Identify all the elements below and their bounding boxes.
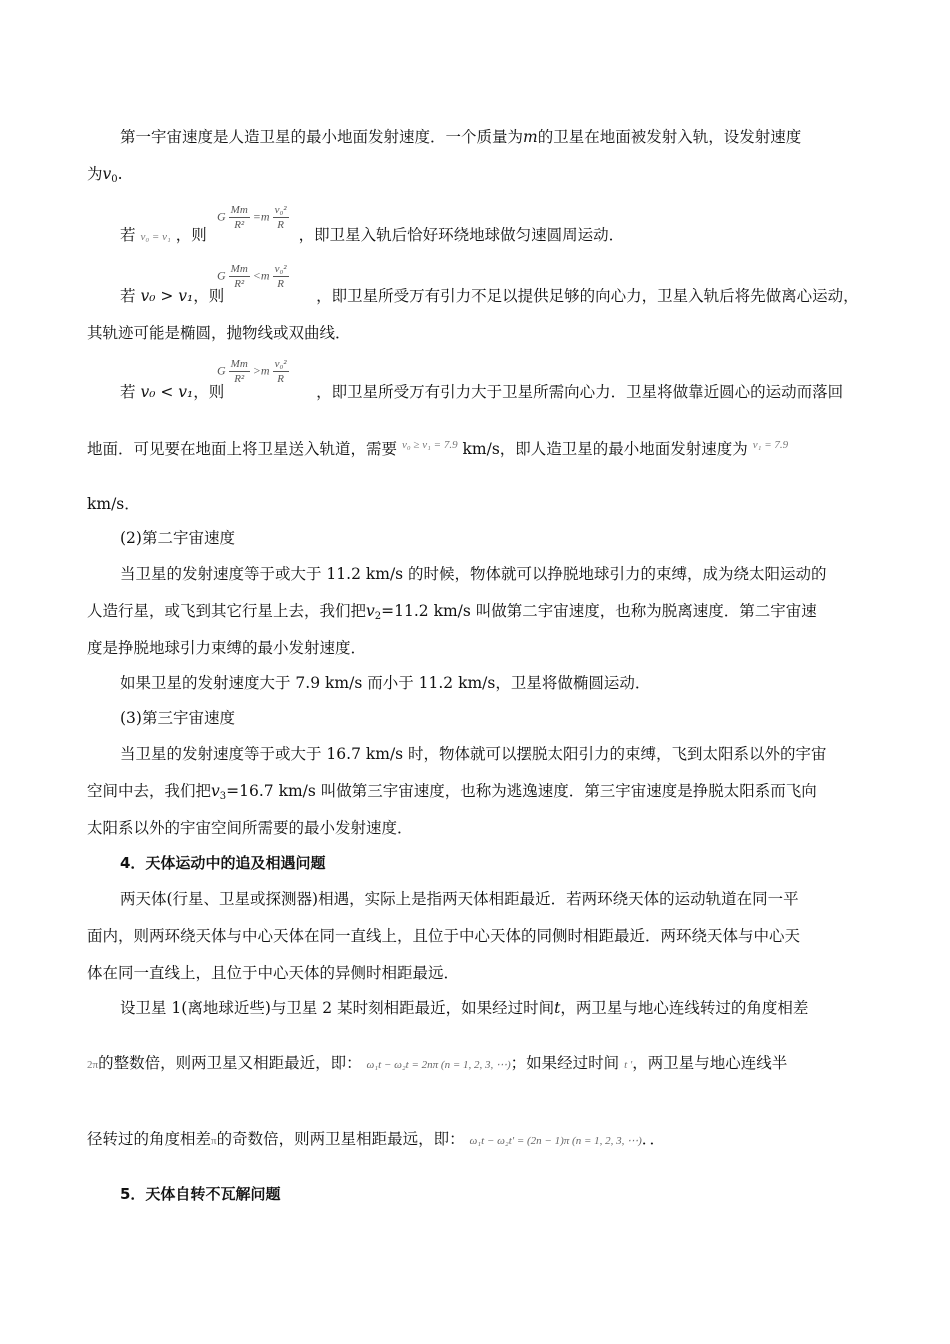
var-v2: v (366, 602, 375, 620)
text: (2)第二宇宙速度 (120, 529, 235, 547)
text: =16.7 km/s 叫做第三宇宙速度，也称为逃逸速度．第三宇宙速度是挣脱太阳系而飞向 (226, 782, 817, 800)
text: 4．天体运动中的追及相遇问题 (120, 854, 326, 872)
case-equal (120, 224, 624, 248)
text: 两天体(行星、卫星或探测器)相遇，实际上是指两天体相距最近．若两环绕天体的运动轨道在同一平 (120, 890, 799, 908)
text: ，则 (175, 226, 207, 244)
condition-formula: v₀ ≥ v₁ = 7.9 (401, 439, 458, 451)
section-4-p2 (87, 925, 800, 947)
text: 若 (120, 287, 136, 305)
text: km/s，即人造卫星的最小地面发射速度为 (462, 440, 748, 458)
text: 的卫星在地面被发射入轨，设发射速度 (537, 128, 802, 146)
text: 径转过的角度相差 (87, 1130, 212, 1148)
section-4-p3 (87, 962, 459, 984)
text: 当卫星的发射速度等于或大于 16.7 km/s 时，物体就可以摆脱太阳引力的束缚，飞到太阳系以外的宇宙 (120, 745, 827, 763)
text: ，则 (193, 287, 225, 305)
text: 的奇数倍，则两卫星相距最远，即： (216, 1130, 465, 1148)
text: 当卫星的发射速度等于或大于 11.2 km/s 的时候，物体就可以挣脱地球引力的束缚，成为绕太阳运动的 (120, 565, 827, 583)
section-2-title (120, 527, 235, 549)
condition-formula: v₀ = v₁ (140, 231, 171, 243)
sub-2: 2 (374, 611, 382, 622)
text: 面内，则两环绕天体与中心天体在同一直线上，且位于中心天体的同侧时相距最近．两环绕天体与中心天 (87, 927, 801, 945)
para-first-cosmic-1 (120, 126, 801, 148)
heading-4 (120, 852, 325, 874)
formula-less: G $\frac{Mm}{\text{R²}}$ >m $\frac{\text{v₀²}}{R}$ (217, 358, 287, 385)
case-greater-cont (87, 322, 351, 344)
para-first-cosmic-2 (87, 163, 123, 191)
sub-3: 3 (219, 791, 227, 802)
text: (3)第三宇宙速度 (120, 709, 235, 727)
formula-farthest: ω₁t − ω₂t' = (2n − 1)π (n = 1, 2, 3, ⋯) (469, 1135, 642, 1147)
text: 人造行星，或飞到其它行星上去，我们把 (87, 602, 367, 620)
formula-pi: π (211, 1135, 217, 1147)
case-less-cont (87, 434, 788, 460)
section-2-p1 (120, 563, 827, 585)
section-2-p2 (87, 600, 817, 628)
condition-formula: v₀ > v₁ (140, 287, 194, 305)
text: 若 (120, 226, 136, 244)
section-4-p6 (87, 1128, 665, 1152)
text: ，则 (193, 383, 225, 401)
text: ，两卫星与地心连线转过的角度相差 (560, 999, 809, 1017)
section-3-p3 (87, 817, 413, 839)
formula-2pi: 2π (87, 1059, 99, 1071)
kms-line (87, 493, 140, 515)
section-2-p4 (120, 672, 650, 694)
formula-equal: G $\frac{Mm}{\text{R²}}$ =m $\frac{\text{v₀²}}{R}$ (217, 204, 287, 231)
var-v3: v (211, 782, 220, 800)
text: 5．天体自转不瓦解问题 (120, 1185, 281, 1203)
text: 空间中去，我们把 (87, 782, 212, 800)
section-3-title (120, 707, 235, 729)
section-4-p4 (120, 997, 808, 1019)
text: 第一宇宙速度是人造卫星的最小地面发射速度．一个质量为 (120, 128, 524, 146)
text: ，即卫星入轨后恰好环绕地球做匀速圆周运动． (298, 226, 625, 244)
heading-5 (120, 1183, 280, 1205)
formula-t-prime: t ' (624, 1059, 633, 1071)
text: 其轨迹可能是椭圆，抛物线或双曲线． (87, 324, 351, 342)
formula-closest: ω₁t − ω₂t = 2nπ (n = 1, 2, 3, ⋯) (366, 1059, 511, 1071)
section-2-p3 (87, 637, 366, 659)
text: 如果卫星的发射速度大于 7.9 km/s 而小于 11.2 km/s，卫星将做椭圆运动． (120, 674, 651, 692)
text: ．． (641, 1130, 666, 1148)
text: 若 (120, 383, 136, 401)
formula-greater: G $\frac{Mm}{\text{R²}}$ <m $\frac{\text{v₀²}}{R}$ (217, 263, 287, 290)
text: 地面．可见要在地面上将卫星送入轨道，需要 (87, 440, 398, 458)
text: ，即卫星所受万有引力不足以提供足够的向心力，卫星入轨后将先做离心运动， (316, 287, 859, 305)
text: 的整数倍，则两卫星又相距最近，即： (98, 1054, 362, 1072)
text: . (117, 165, 123, 183)
condition-formula: v₁ = 7.9 (752, 439, 789, 451)
condition-formula: v₀ < v₁ (140, 383, 194, 401)
text: 设卫星 1(离地球近些)与卫星 2 某时刻相距最近，如果经过时间 (120, 999, 555, 1017)
text: km/s． (87, 495, 140, 513)
text: =11.2 km/s 叫做第二宇宙速度，也称为脱离速度．第二宇宙速 (381, 602, 817, 620)
text: ；如果经过时间 (510, 1054, 620, 1072)
text: 为 (87, 165, 103, 183)
section-4-p1 (120, 888, 799, 910)
text: 太阳系以外的宇宙空间所需要的最小发射速度． (87, 819, 413, 837)
section-3-p1 (120, 743, 827, 765)
section-4-p5 (87, 1052, 787, 1076)
var-v0: v (102, 165, 112, 183)
sub-0: 0 (111, 174, 118, 185)
var-t: t (554, 999, 561, 1017)
text: ，两卫星与地心连线半 (632, 1054, 788, 1072)
text: ，即卫星所受万有引力大于卫星所需向心力．卫星将做靠近圆心的运动而落回 (316, 383, 844, 401)
section-3-p2 (87, 780, 817, 808)
text: 度是挣脱地球引力束缚的最小发射速度． (87, 639, 367, 657)
text: 体在同一直线上，且位于中心天体的异侧时相距最远． (87, 964, 460, 982)
var-m: m (523, 128, 538, 146)
